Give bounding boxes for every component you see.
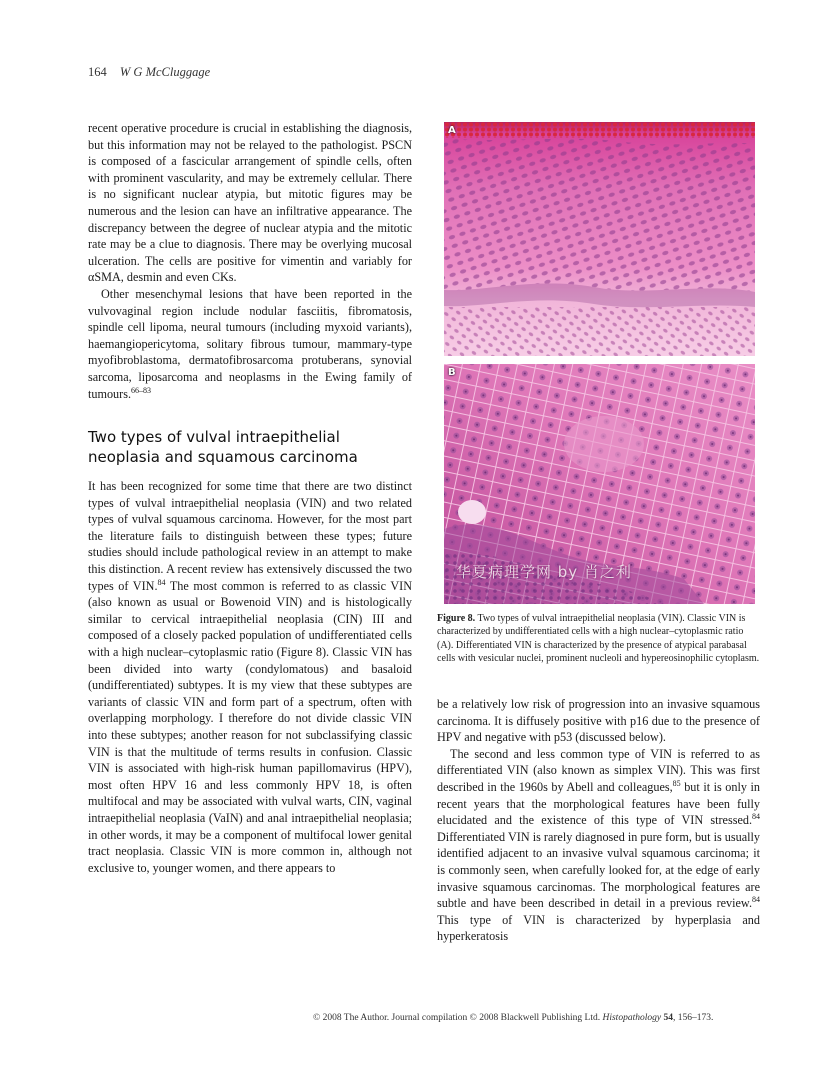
body-paragraph: recent operative procedure is crucial in establishing the diagnosis, but this information may not be relayed to the pathologist. PSCN is composed of a fascicular arrangement of spindle cells, often with prominent vascularity, and may be extremely cellular. There is no significant nuclear atypia, but mitotic figures may be numerous and the lesion can have an infiltrative appearance. The discrepancy between the degree of nuclear atypia and the mitotic rate may be a clue to diagnosis. There may be overlying mucosal ulceration. The cells are positive for vimentin and variably for αSMA, desmin and even CKs. (88, 121, 412, 285)
paragraph-text: Differentiated VIN is rarely diagnosed in pure form, but is usually identified adjacent to an invasive vulval squamous carcinoma; it is commonly seen, when carefully looked for, at the edge of early invasive squamous carcinomas. The morphological features are subtle and have been described in detail in a previous review. (437, 829, 760, 911)
micrograph-panel-a (444, 122, 755, 356)
citation: 84 (157, 577, 166, 587)
left-column (88, 120, 412, 876)
paragraph-text: It has been recognized for some time that there are two distinct types of vulval intraepithelial neoplasia (VIN) and two related types of vulval squamous carcinoma. However, for the most part the literature fails to distinguish between these types; future studies should include pathological review in an attempt to make this distinction. A recent review has extensively discussed the two types of VIN. (88, 479, 412, 593)
citation: 84 (752, 895, 760, 905)
citation: 84 (752, 812, 760, 822)
citation: 66–83 (131, 385, 151, 395)
body-paragraph (88, 286, 412, 402)
micrograph-panel-b (444, 364, 755, 604)
right-column (437, 696, 760, 945)
body-paragraph: be a relatively low risk of progression into an invasive squamous carcinoma. It is diffusely positive with p16 due to the presence of HPV and negative with p53 (discussed below). (437, 697, 760, 745)
citation: 85 (672, 778, 681, 788)
body-paragraph (437, 746, 760, 945)
running-head-author: W G McCluggage (119, 65, 211, 79)
caption-text: Two types of vulval intraepithelial neoplasia (VIN). Classic VIN is characterized by undifferentiated cells with a high nuclear–cytoplasmic ratio (A). Differentiated VIN is characterized by the presence of atypical parabasal cells with vesicular nuclei, prominent nucleoli and hypereosinophilic cytoplasm. (437, 613, 760, 665)
paragraph-text: The most common is referred to as classic VIN (also known as usual or Bowenoid VIN) and is histologically similar to cervical intraepithelial neoplasia (CIN) III and composed of a closely packed population of undifferentiated cells with a high nuclear–cytoplasmic ratio (Figure 8). Classic VIN has been divided into warty (condylomatous) and basaloid (undifferentiated) subtypes. It is my view that these subtypes are variants of classic VIN and form part of a spectrum, often with overlapping morphology. I therefore do not divide classic VIN into these subtypes; another reason for not subclassifying classic VIN is that the multitude of terms results in confusion. Classic VIN is associated with high-risk human papillomavirus (HPV), most often HPV 16 and less commonly HPV 18, is often multifocal and may be associated with vulval warts, CIN, vaginal intraepithelial neoplasia (VaIN) and anal intraepithelial neoplasia; in other words, it may be a component of multifocal lower genital tract neoplasia. Classic VIN is more common in, although not exclusive to, younger women, and there appears to (88, 578, 412, 875)
body-paragraph (88, 478, 412, 876)
section-heading: Two types of vulval intraepithelial neoplasia and squamous carcinoma (88, 428, 358, 467)
paragraph-text: This type of VIN is characterized by hyperplasia and hyperkeratosis (437, 912, 760, 944)
paragraph-text: but it is only in recent years that the morphological features have been fully elucidated and the existence of this type of VIN stressed. (437, 779, 760, 828)
figure-8 (444, 122, 755, 604)
figure-caption (437, 612, 762, 666)
watermark: 华夏病理学网 by 肖之利 (456, 563, 632, 581)
panel-label-b: B (448, 367, 456, 378)
copyright: © 2008 The Author. Journal compilation © 2008 Blackwell Publishing Ltd. (313, 1013, 603, 1023)
panel-label-a: A (448, 125, 456, 136)
caption-label: Figure 8. (437, 613, 476, 624)
volume: 54 (663, 1013, 673, 1023)
page-range: , 156–173. (672, 1013, 714, 1023)
page-number: 164 (88, 65, 107, 79)
paragraph-text: Other mesenchymal lesions that have been reported in the vulvovaginal region include nodular fasciitis, fibromatosis, spindle cell lipoma, neural tumours (including myxoid variants), haemangiopericytoma, solitary fibrous tumour, mammary-type myofibroblastoma, dermatofibrosarcoma protuberans, synovial sarcoma, liposarcoma and neoplasms in the Ewing family of tumours. (88, 286, 412, 401)
paragraph-text: The second and less common type of VIN is referred to as differentiated VIN (also known as simplex VIN). This was first described in the 1960s by Abell and colleagues, (437, 746, 760, 794)
micrograph-a-image (444, 122, 755, 356)
page-footer (313, 1013, 713, 1023)
journal-name: Histopathology (602, 1013, 662, 1023)
running-head (88, 65, 210, 80)
